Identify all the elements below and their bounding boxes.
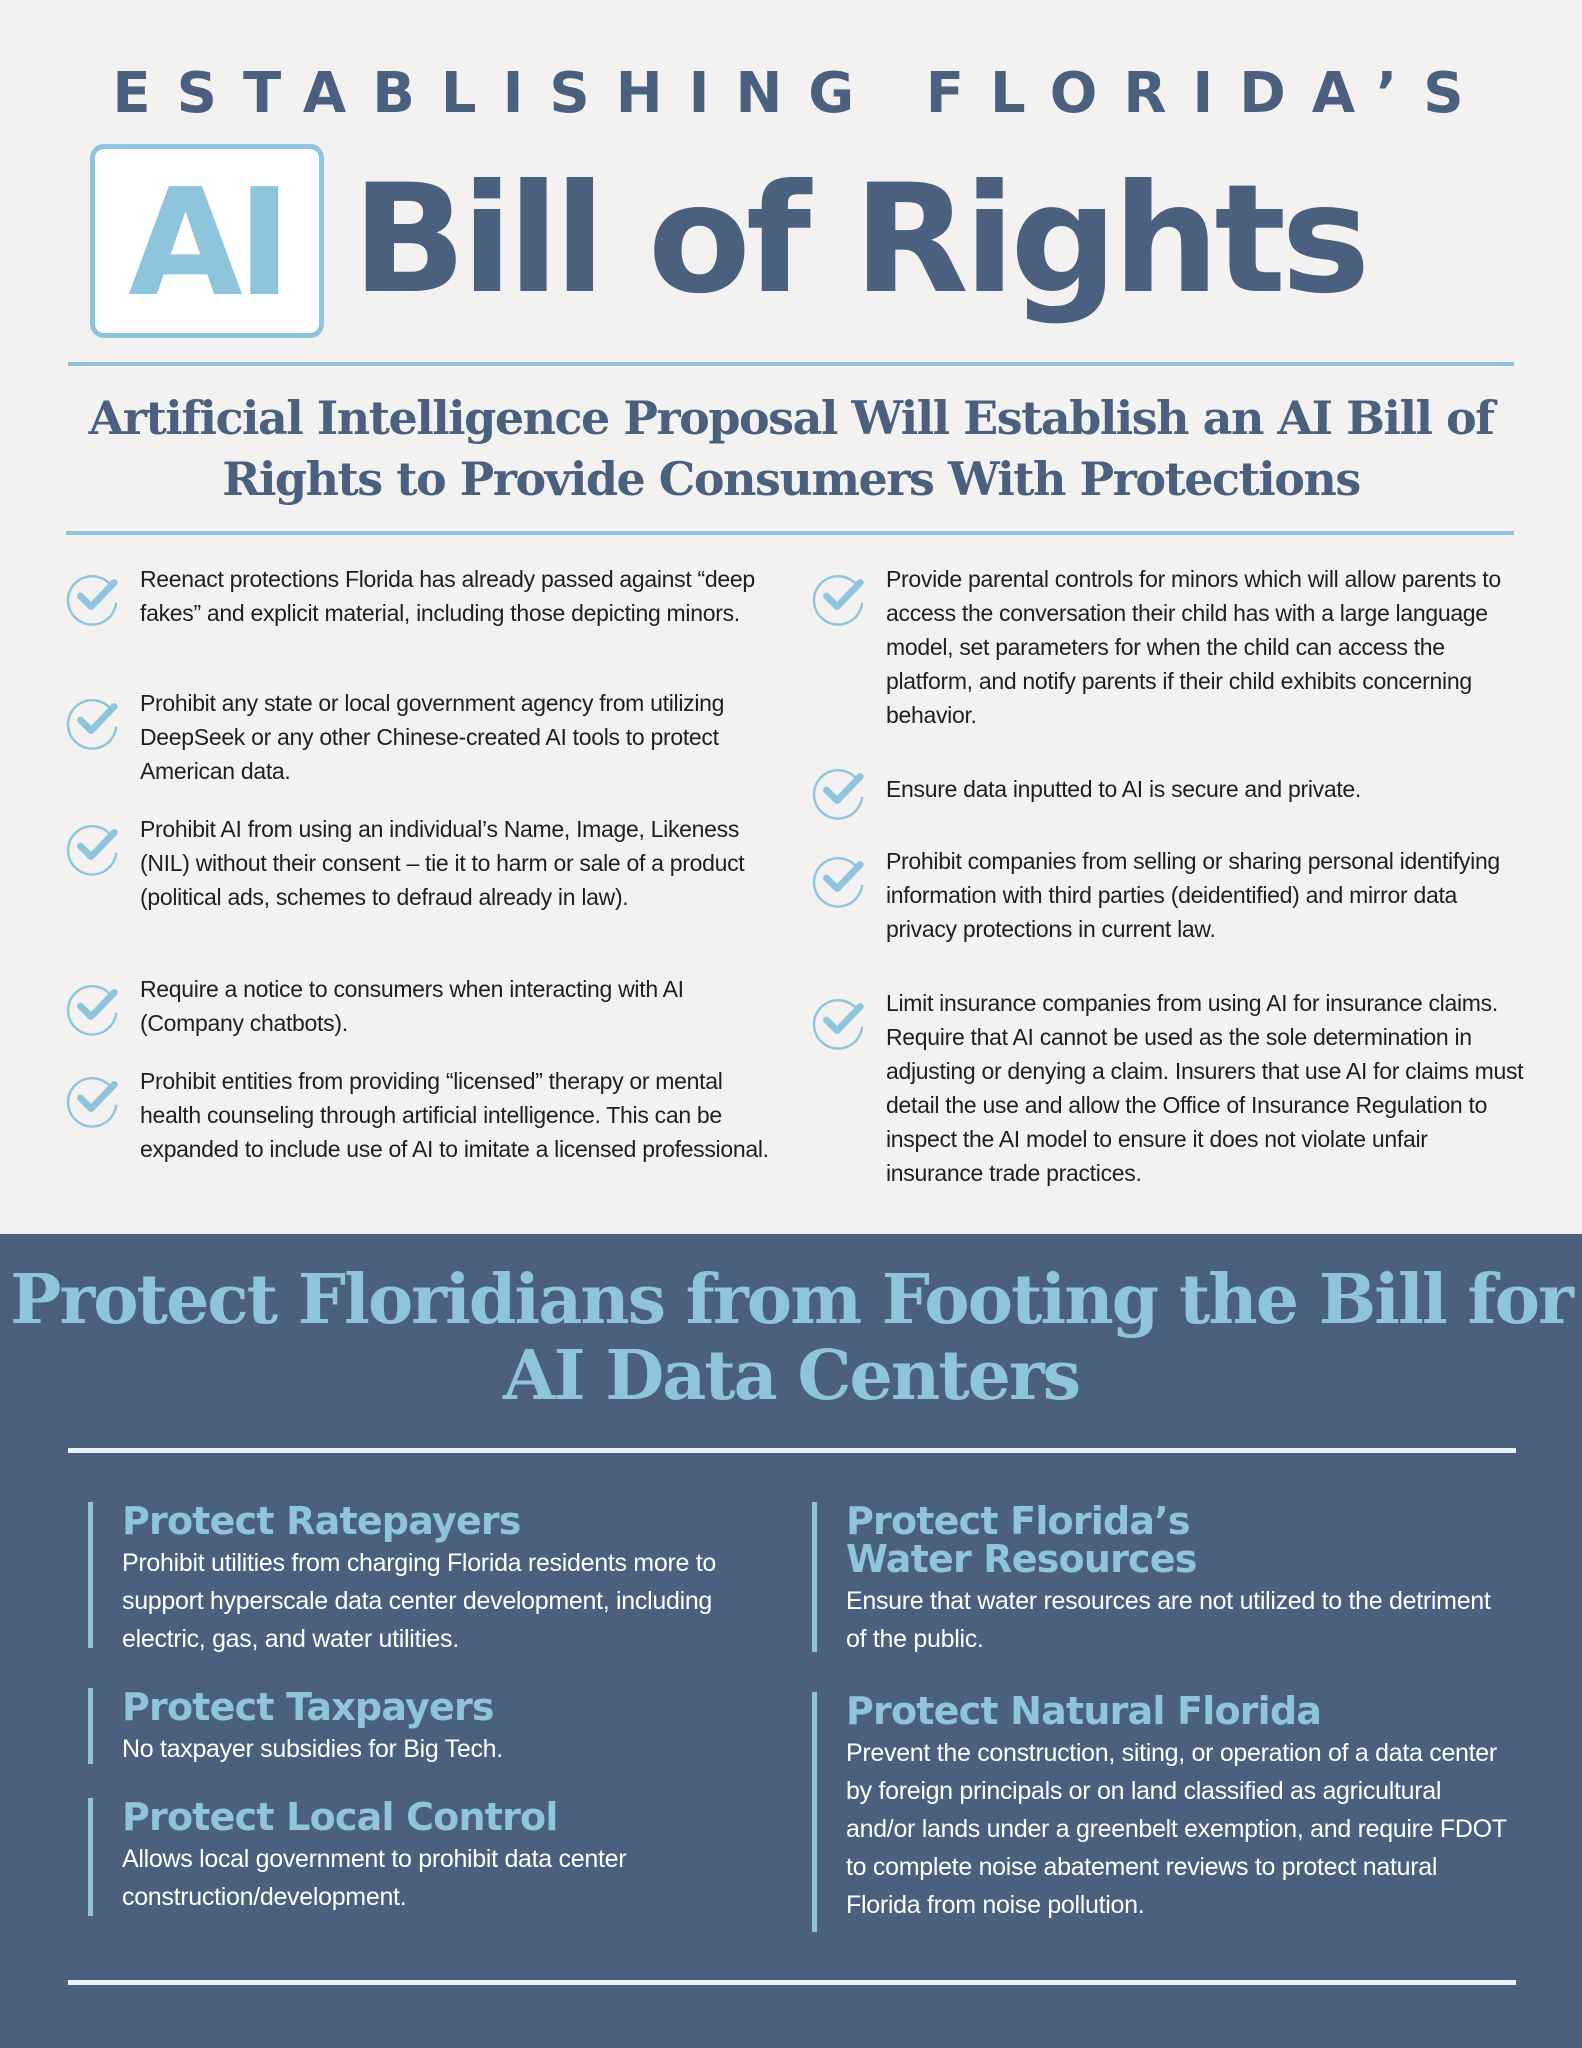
check-circle-icon [64,568,122,626]
divider [68,362,1514,366]
block-body: Prevent the construction, siting, or operation of a data center by foreign principals or on land classified as agricultural and/or lands under a greenbelt exemption, and require FDOT to complete noise abatement reviews to protect natural Florida from noise pollution. [846,1739,1507,1919]
block-body: Ensure that water resources are not utilized to the detriment of the public. [846,1587,1491,1653]
data-centers-section [0,1234,1582,2048]
block-heading: Protect Local Control [122,1795,558,1839]
protection-text: Prohibit AI from using an individual’s Name, Image, Likeness (NIL) without their consent – tie it to harm or sale of a product (political ads, schemes to defraud already in law). [140,816,745,910]
protection-item [810,772,1530,806]
check-circle-icon [810,762,868,820]
protection-text: Limit insurance companies from using AI for insurance claims. Require that AI cannot be used as the sole determination in adjusting or denying a claim. Insurers that use AI for claims must detail the use and allow the Office of Insurance Regulation to inspect the AI model to ensure it does not violate unfair insurance trade practices. [886,990,1524,1186]
protection-item [64,1064,784,1166]
accent-bar [812,1502,817,1652]
block-heading: Protect Florida’s Water Resources [846,1499,1197,1581]
protect-local-control-block [88,1795,788,1916]
protection-text: Ensure data inputted to AI is secure and private. [886,776,1361,802]
check-circle-icon [64,692,122,750]
block-heading: Protect Taxpayers [122,1685,494,1729]
protection-item [64,562,784,630]
protection-item [810,844,1530,946]
data-centers-title: Protect Floridians from Footing the Bill for AI Data Centers [10,1260,1572,1416]
protect-natural-florida-block [812,1689,1512,1924]
ai-badge [90,144,324,338]
divider [68,1448,1516,1453]
protection-text: Reenact protections Florida has already passed against “deep fakes” and explicit material, including those depicting minors. [140,566,755,626]
accent-bar [88,1688,93,1764]
protection-item [64,686,784,788]
protect-taxpayers-block [88,1685,788,1768]
protection-item [810,986,1530,1190]
page-title: Bill of Rights [352,153,1366,327]
check-circle-icon [64,1070,122,1128]
protection-text: Prohibit any state or local government agency from utilizing DeepSeek or any other Chinese-created AI tools to protect American data. [140,690,725,784]
block-body: Prohibit utilities from charging Florida residents more to support hyperscale data center development, including electric, gas, and water utilities. [122,1549,716,1653]
kicker-heading: ESTABLISHING FLORIDA’S [112,61,1490,126]
check-circle-icon [64,818,122,876]
divider [68,1980,1516,1985]
ai-badge-text: AI [128,157,286,329]
check-circle-icon [810,568,868,626]
protection-text: Prohibit entities from providing “licensed” therapy or mental health counseling through artificial intelligence. This can be expanded to include use of AI to imitate a licensed professional. [140,1068,769,1162]
check-circle-icon [64,978,122,1036]
divider [66,531,1514,535]
block-body: Allows local government to prohibit data center construction/development. [122,1845,627,1911]
protect-ratepayers-block [88,1499,788,1658]
accent-bar [88,1502,93,1648]
block-body: No taxpayer subsidies for Big Tech. [122,1735,503,1763]
check-circle-icon [810,850,868,908]
protection-text: Provide parental controls for minors which will allow parents to access the conversation their child has with a large language model, set parameters for when the child can access the platform, and notify parents if their child exhibits concerning behavior. [886,566,1501,728]
protect-water-resources-block [812,1499,1512,1658]
check-circle-icon [810,992,868,1050]
section-subtitle: Artificial Intelligence Proposal Will Establish an AI Bill of Rights to Provide Consumers With Protections [88,391,1494,506]
accent-bar [812,1692,817,1932]
protection-item [810,562,1530,732]
accent-bar [88,1798,93,1916]
protection-item [64,972,784,1040]
protection-text: Require a notice to consumers when interacting with AI (Company chatbots). [140,976,684,1036]
block-heading: Protect Ratepayers [122,1499,521,1543]
block-heading: Protect Natural Florida [846,1689,1322,1733]
protection-text: Prohibit companies from selling or sharing personal identifying information with third parties (deidentified) and mirror data privacy protections in current law. [886,848,1500,942]
protection-item [64,812,784,914]
